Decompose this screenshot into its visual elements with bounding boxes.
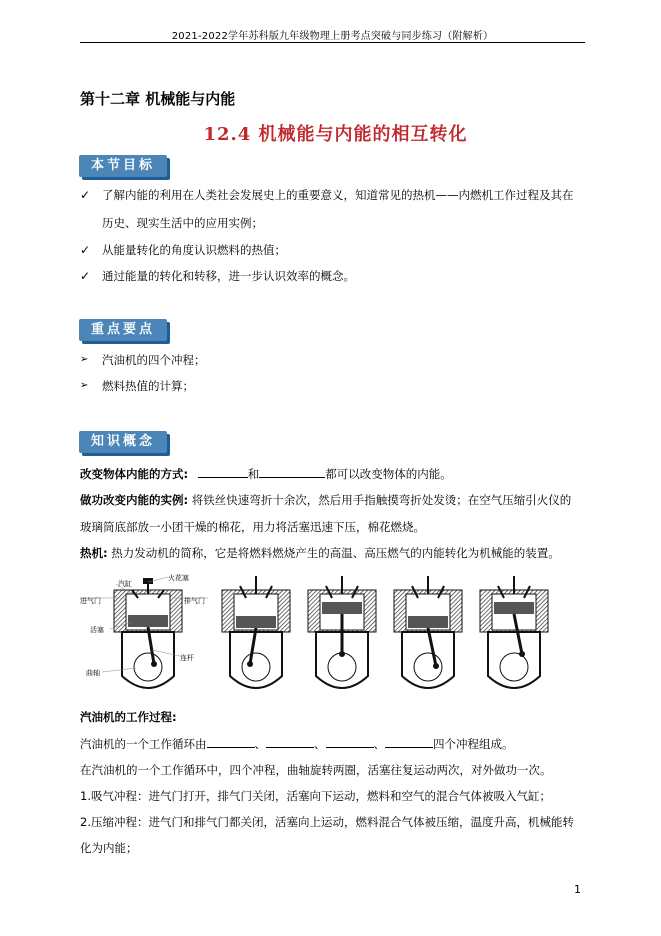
header-divider [80,42,585,43]
key-point-text: 燃料热值的计算； [102,379,194,393]
label-crankshaft: 曲轴 [86,669,100,677]
process-intake-stroke: 1.吸气冲程：进气门打开，排气门关闭，活塞向下运动，燃料和空气的混合气体被吸入气缸； [80,789,551,803]
paragraph-change-internal-energy [80,465,452,482]
paragraph-text: 将铁丝快速弯折十余次，然后用手指触摸弯折处发烫；在空气压缩引火仪的 [191,493,572,507]
goal-text: 从能量转化的角度认识燃料的热值； [102,243,286,257]
separator-text: 、 [373,737,385,751]
key-point-text: 汽油机的四个冲程； [102,353,206,367]
check-icon: ✓ [80,188,91,202]
paragraph-work-example-cont: 玻璃筒底部放一小团干燥的棉花，用力将活塞迅速下压，棉花燃烧。 [80,520,425,534]
paragraph-heat-engine [80,545,560,561]
engine-figure-stroke [222,576,290,688]
label-spark-plug: 火花塞 [168,574,189,582]
paragraph-work-example [80,492,571,508]
answer-blank[interactable] [259,465,325,478]
chapter-title: 第十二章 机械能与内能 [80,90,236,108]
badge-goals: 本节目标 [79,155,167,177]
engine-figure-stroke [308,576,376,688]
process-compression-stroke: 2.压缩冲程：进气门和排气门都关闭，活塞向上运动，燃料混合气体被压缩，温度升高，机械能转 [80,815,574,829]
process-compression-stroke-cont: 化为内能； [80,841,138,855]
answer-blank[interactable] [326,735,374,748]
term-label: 热机: [80,546,108,560]
badge-key-points: 重点要点 [79,319,167,341]
answer-blank[interactable] [266,735,314,748]
separator-text: 、 [314,737,326,751]
engine-figure-stroke [480,576,548,688]
label-intake-valve: 进气门 [80,597,101,605]
process-heading: 汽油机的工作过程: [80,710,177,724]
section-title: 12.4 机械能与内能的相互转化 [203,124,468,145]
label-piston: 活塞 [90,626,104,634]
paragraph-text: 都可以改变物体的内能。 [325,467,452,481]
arrow-bullet-icon: ➢ [80,380,89,391]
paragraph-text: 热力发动机的简称，它是将燃料燃烧产生的高温、高压燃气的内能转化为机械能的装置。 [111,546,560,560]
paragraph-text: 汽油机的一个工作循环由 [80,737,207,751]
goal-text: 历史、现实生活中的应用实例； [102,216,263,230]
check-icon: ✓ [80,269,91,283]
answer-blank[interactable] [207,735,255,748]
page-number: 1 [574,883,581,896]
badge-knowledge: 知识概念 [79,431,167,453]
goal-text: 了解内能的利用在人类社会发展史上的重要意义，知道常见的热机——内燃机工作过程及其在 [102,188,574,202]
connector-text: 和 [247,467,260,481]
check-icon: ✓ [80,243,91,257]
page-header: 2021-2022学年苏科版九年级物理上册考点突破与同步练习（附解析） [171,31,494,42]
engine-figure-stroke [394,576,462,688]
goal-text: 通过能量的转化和转移，进一步认识效率的概念。 [102,269,355,283]
process-cycle-text: 在汽油机的一个工作循环中，四个冲程，曲轴旋转两圈，活塞往复运动两次，对外做功一次。 [80,763,552,777]
process-line-strokes [80,735,514,752]
separator-text: 、 [254,737,266,751]
term-label: 做功改变内能的实例: [80,493,189,507]
answer-blank[interactable] [385,735,433,748]
label-cylinder: 汽缸 [118,580,132,588]
arrow-bullet-icon: ➢ [80,354,89,365]
answer-blank[interactable] [198,465,248,478]
four-stroke-engine-diagram [80,572,590,700]
term-label: 改变物体内能的方式: [80,467,189,481]
label-exhaust-valve: 排气门 [184,597,205,605]
paragraph-text: 四个冲程组成。 [433,737,514,751]
label-connecting-rod: 连杆 [180,654,194,662]
